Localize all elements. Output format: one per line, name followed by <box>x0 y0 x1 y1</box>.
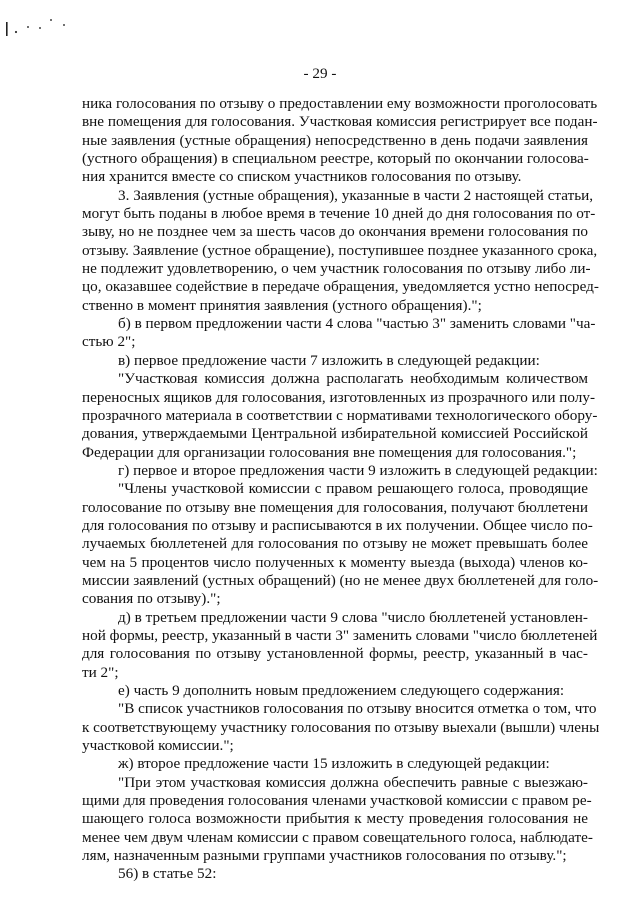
page-number: - 29 - <box>303 65 337 82</box>
text-line: не подлежит удовлетворению, о чем участник голосования по отзыву либо ли- <box>82 260 591 278</box>
text-line: вне помещения для голосования. Участковая комиссия регистрирует все подан- <box>82 113 598 131</box>
document-body <box>82 95 600 884</box>
text-line: в) первое предложение части 7 изложить в следующей редакции: <box>118 351 540 369</box>
text-line: шающего голоса возможности прибытия к месту проведения голосования не <box>82 810 588 828</box>
text-line: для голосования по отзыву и расписываются в их получении. Общее число по- <box>82 516 593 534</box>
text-line: (устного обращения) в специальном реестре, который по окончании голосова- <box>82 150 589 168</box>
text-line: е) часть 9 дополнить новым предложением следующего содержания: <box>118 682 565 699</box>
text-line: "Участковая комиссия должна располагать необходимым количеством <box>118 370 588 388</box>
text-line: Федерации для организации голосования вне помещения для голосования."; <box>82 443 577 461</box>
text-line: лям, назначенным разными группами участников голосования по отзыву."; <box>82 847 567 865</box>
text-line: дования, утверждаемыми Центральной избирательной комиссией Российской <box>82 425 588 443</box>
text-line: к соответствующему участнику голосования по отзыву выехали (вышли) члены <box>82 718 600 736</box>
text-line: прозрачного материала в соответствии с нормативами технологического обору- <box>82 406 598 424</box>
text-line: ственно в момент принятия заявления (устного обращения)."; <box>82 296 482 314</box>
text-line: миссии заявлений (устных обращений) (но не менее двух бюллетеней для голо- <box>82 571 599 589</box>
text-line: участковой комиссии."; <box>82 737 234 755</box>
text-line: менее чем двум членам комиссии с правом совещательного голоса, наблюдате- <box>82 828 593 846</box>
text-line: ника голосования по отзыву о предоставлении ему возможности проголосовать <box>82 95 598 112</box>
scan-mark <box>50 19 52 21</box>
scan-mark <box>63 24 65 26</box>
text-line: д) в третьем предложении части 9 слова "число бюллетеней установлен- <box>118 608 588 626</box>
scan-mark <box>15 31 17 33</box>
text-line: могут быть поданы в любое время в течение 10 дней до дня голосования по от- <box>82 205 596 223</box>
text-line: отзыву. Заявление (устное обращение), поступившее позднее указанного срока, <box>82 241 598 259</box>
text-line: сования по отзыву)."; <box>82 590 221 608</box>
text-line: цо, оказавшее содействие в передаче обращения, уведомляется устно непосред- <box>82 278 599 296</box>
text-line: ти 2"; <box>82 663 119 681</box>
text-line: "Члены участковой комиссии с правом решающего голоса, проводящие <box>118 480 588 498</box>
text-line: 3. Заявления (устные обращения), указанные в части 2 настоящей статьи, <box>118 186 594 204</box>
text-line: ния хранится вместе со списком участников голосования по отзыву. <box>82 168 522 186</box>
scan-mark <box>6 22 8 36</box>
text-line: щими для проведения голосования членами участковой комиссии с правом ре- <box>82 792 592 810</box>
text-line: зыву, но не позднее чем за шесть часов до окончания времени голосования по <box>82 223 588 241</box>
text-line: переносных ящиков для голосования, изготовленных из прозрачного или полу- <box>82 388 595 406</box>
text-line: ной формы, реестр, указанный в части 3" заменить словами "число бюллетеней <box>82 626 598 644</box>
text-line: "В список участников голосования по отзыву вносится отметка о том, что <box>118 700 597 718</box>
text-line: 56) в статье 52: <box>118 865 217 883</box>
text-line: для голосования по отзыву установленной формы, реестр, указанный в час- <box>82 645 588 663</box>
scan-mark <box>27 26 29 28</box>
text-line: г) первое и второе предложения части 9 изложить в следующей редакции: <box>118 461 598 479</box>
text-line: б) в первом предложении части 4 слова "частью 3" заменить словами "ча- <box>118 315 596 333</box>
text-line: стью 2"; <box>82 333 136 351</box>
text-line: голосование по отзыву вне помещения для голосования, получают бюллетени <box>82 498 588 516</box>
text-line: ж) второе предложение части 15 изложить в следующей редакции: <box>118 755 550 773</box>
scan-artifact-marks <box>2 8 82 38</box>
text-line: "При этом участковая комиссия должна обеспечить равные с выезжаю- <box>118 773 588 791</box>
scan-mark <box>39 27 41 29</box>
text-line: лучаемых бюллетеней для голосования по отзыву не может превышать более <box>82 535 588 553</box>
text-line: чем на 5 процентов число полученных к моменту выезда (выхода) членов ко- <box>82 553 588 571</box>
text-line: ные заявления (устные обращения) непосредственно в день подачи заявления <box>82 131 588 149</box>
